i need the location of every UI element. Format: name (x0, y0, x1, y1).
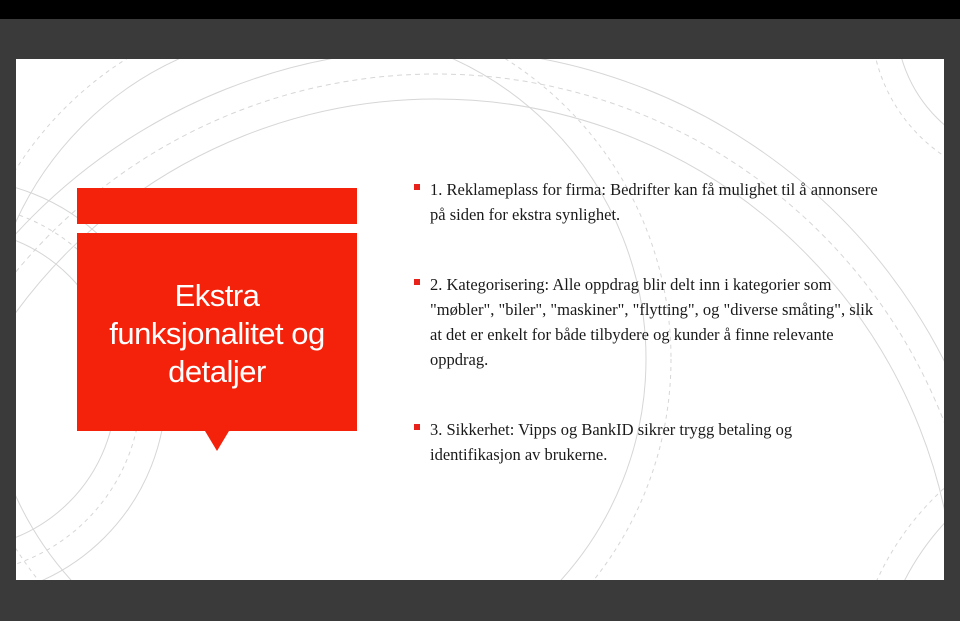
bullet-text: 3. Sikkerhet: Vipps og BankID sikrer trygg betaling og identifikasjon av brukerne. (430, 420, 793, 464)
window-top-bar (0, 0, 960, 19)
presentation-slide (16, 59, 944, 580)
title-box (77, 233, 357, 431)
bullet-item (414, 272, 884, 372)
title-box-pointer (205, 431, 229, 451)
title-accent-strip (77, 188, 357, 224)
bullet-item (414, 417, 884, 467)
square-bullet-icon (414, 424, 420, 430)
bullet-item (414, 177, 884, 227)
bullet-text: 2. Kategorisering: Alle oppdrag blir delt inn i kategorier som "møbler", "biler", "maskiner", "flytting", og "diverse småting", slik at det er enkelt for både tilbydere og kunder å finne relevante oppdrag. (430, 275, 874, 369)
bullet-text: 1. Reklameplass for firma: Bedrifter kan få mulighet til å annonsere på siden for ekstra synlighet. (430, 180, 878, 224)
square-bullet-icon (414, 184, 420, 190)
slide-title: Ekstra funksjonalitet og detaljer (109, 278, 325, 389)
square-bullet-icon (414, 279, 420, 285)
